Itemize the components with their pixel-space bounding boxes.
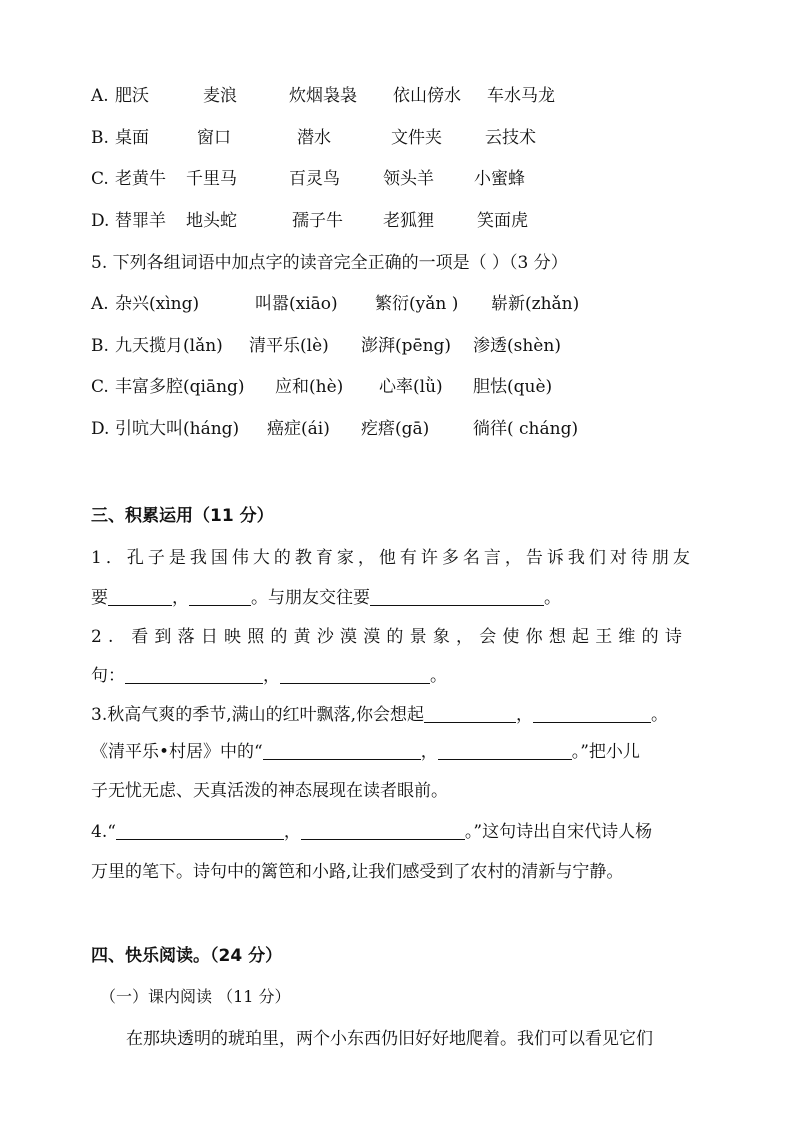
answer-blank[interactable]: [533, 704, 651, 723]
s3-q3-line2: 《清平乐•村居》中的“ ， 。”把小儿: [91, 742, 640, 762]
q5-option-b: B. 九天揽月(lǎn) 清平乐(lè) 澎湃(pēng) 渗透(shèn): [91, 336, 561, 356]
section4-title: 四、快乐阅读。（24 分）: [91, 946, 283, 966]
s3-q1-line1: 1．孔子是我国伟大的教育家，他有许多名言，告诉我们对待朋友: [91, 548, 694, 568]
q5-option-c: C. 丰富多腔(qiāng) 应和(hè) 心率(lǜ) 胆怯(què): [91, 377, 553, 397]
s3-q3-line3: 子无忧无虑、天真活泼的神态展现在读者眼前。: [91, 781, 448, 801]
s3-q3-line1: 3.秋高气爽的季节,满山的红叶飘落,你会想起 ， 。: [91, 705, 669, 725]
answer-blank[interactable]: [125, 665, 263, 684]
s3-q4-line1: 4.“ ， 。”这句诗出自宋代诗人杨: [91, 822, 653, 842]
answer-blank[interactable]: [301, 821, 465, 840]
reading-paragraph: 在那块透明的琥珀里，两个小东西仍旧好好地爬着。我们可以看见它们: [126, 1029, 653, 1049]
q5-stem: 5. 下列各组词语中加点字的读音完全正确的一项是（ ）（3 分）: [91, 253, 568, 273]
q4-option-b: B. 桌面 窗口 潜水 文件夹 云技术: [91, 128, 536, 148]
answer-blank[interactable]: [424, 704, 516, 723]
q4-option-a: A. 肥沃 麦浪 炊烟袅袅 依山傍水 车水马龙: [91, 86, 555, 106]
answer-blank[interactable]: [263, 741, 421, 760]
q4-option-c: C. 老黄牛 千里马 百灵鸟 领头羊 小蜜蜂: [91, 169, 525, 189]
s3-q4-line2: 万里的笔下。诗句中的篱笆和小路,让我们感受到了农村的清新与宁静。: [91, 862, 624, 882]
answer-blank[interactable]: [370, 587, 544, 606]
answer-blank[interactable]: [108, 587, 172, 606]
s3-q2-line1: 2. 看到落日映照的黄沙漠漠的景象，会使你想起王维的诗: [91, 627, 689, 647]
q4-option-d: D. 替罪羊 地头蛇 孺子牛 老狐狸 笑面虎: [91, 211, 528, 231]
q5-option-a: A. 杂兴(xìng) 叫嚣(xiāo) 繁衍(yǎn ) 崭新(zhǎn): [91, 294, 580, 314]
s3-q2-line2: 句： ， 。: [91, 666, 447, 686]
q5-option-d: D. 引吭大叫(háng) 癌症(ái) 疙瘩(gā) 徜徉( cháng): [91, 419, 579, 439]
answer-blank[interactable]: [438, 741, 572, 760]
answer-blank[interactable]: [280, 665, 430, 684]
answer-blank[interactable]: [116, 821, 284, 840]
section4-subtitle: （一）课内阅读 （11 分）: [100, 987, 291, 1006]
section3-title: 三、积累运用（11 分）: [91, 506, 274, 526]
s3-q1-line2: 要 ， 。与朋友交往要 。: [91, 588, 561, 608]
answer-blank[interactable]: [189, 587, 251, 606]
